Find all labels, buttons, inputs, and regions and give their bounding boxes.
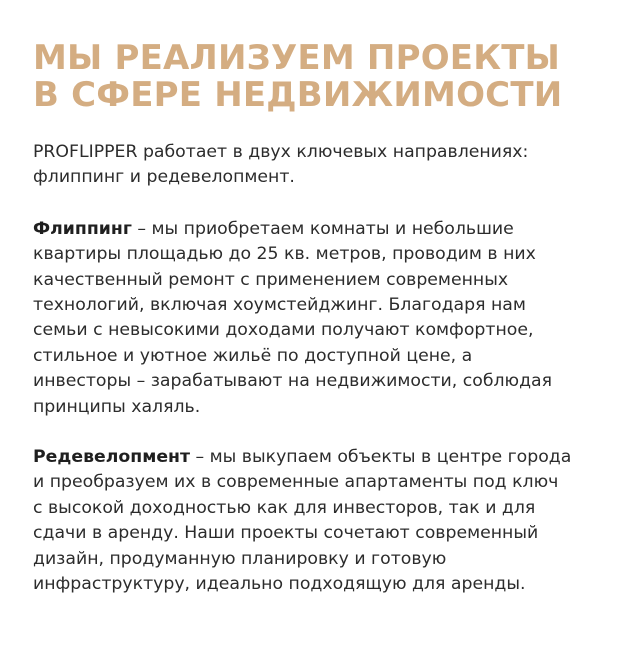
redevelopment-first-line: – мы выкупаем объекты в центре города bbox=[190, 447, 572, 468]
text-line: качественный ремонт с применением современных bbox=[33, 269, 509, 290]
flipping-term: Флиппинг bbox=[33, 218, 132, 239]
text-line: дизайн, продуманную планировку и готовую bbox=[33, 548, 447, 569]
text-line: с высокой доходностью как для инвесторов, так и для bbox=[33, 497, 536, 518]
text-line: PROFLIPPER работает в двух ключевых направлениях: bbox=[33, 142, 529, 162]
section-title bbox=[33, 40, 623, 114]
content-section bbox=[33, 40, 623, 598]
text-line: флиппинг и редевелопмент. bbox=[33, 167, 295, 188]
text-line: стильное и уютное жильё по доступной цене, а bbox=[33, 345, 473, 366]
text-line: инфраструктуру, идеально подходящую для аренды. bbox=[33, 574, 526, 595]
text-line bbox=[33, 217, 623, 242]
text-line: семьи с невысокими доходами получают комфортное, bbox=[33, 320, 534, 341]
title-line: МЫ РЕАЛИЗУЕМ ПРОЕКТЫ bbox=[33, 38, 561, 78]
text-line: инвесторы – зарабатывают на недвижимости, соблюдая bbox=[33, 371, 553, 392]
title-line: В СФЕРЕ НЕДВИЖИМОСТИ bbox=[33, 75, 563, 115]
flipping-paragraph bbox=[33, 217, 623, 420]
text-line: принципы халяль. bbox=[33, 396, 201, 417]
redevelopment-paragraph bbox=[33, 445, 623, 597]
flipping-first-line: – мы приобретаем комнаты и небольшие bbox=[131, 218, 514, 239]
text-line: технологий, включая хоумстейджинг. Благодаря нам bbox=[33, 295, 526, 316]
redevelopment-term: Редевелопмент bbox=[33, 447, 190, 468]
intro-paragraph bbox=[33, 140, 623, 191]
text-line: квартиры площадью до 25 кв. метров, проводим в них bbox=[33, 244, 536, 265]
text-line: сдачи в аренду. Наши проекты сочетают современный bbox=[33, 523, 539, 544]
text-line bbox=[33, 445, 623, 470]
text-line: и преобразуем их в современные апартаменты под ключ bbox=[33, 472, 559, 493]
